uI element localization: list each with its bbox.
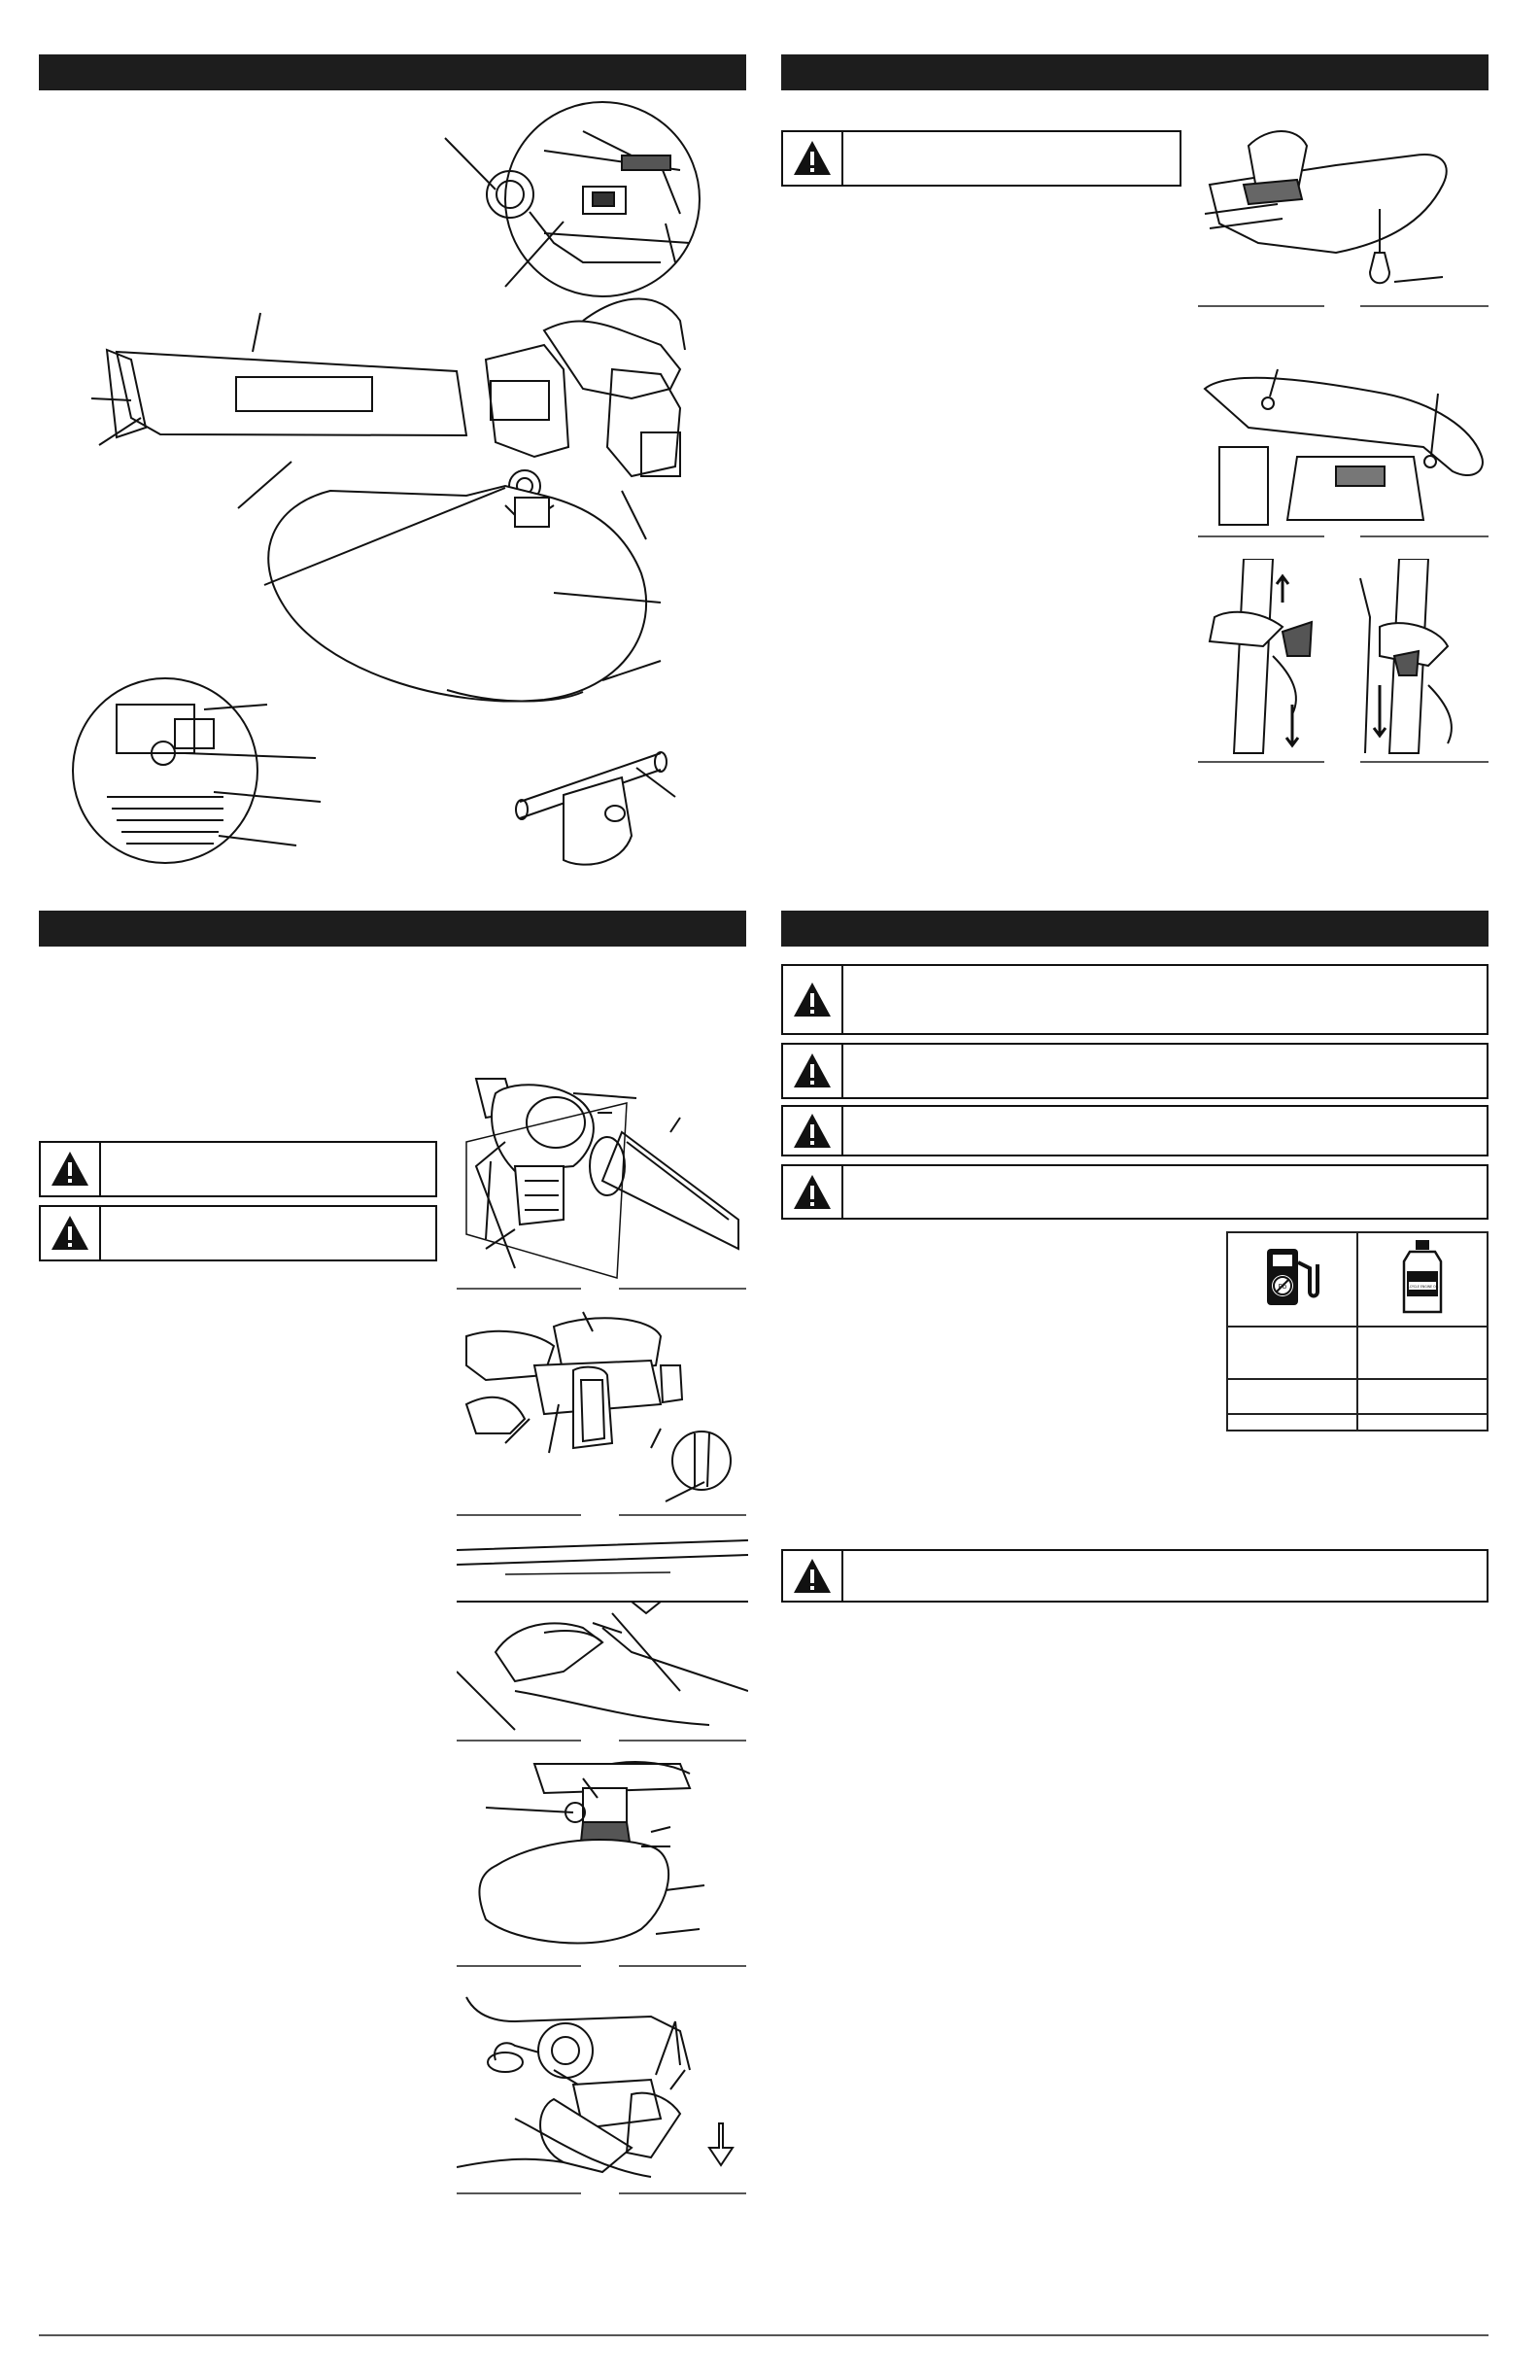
strap-adjustment-figure	[1195, 559, 1491, 763]
table-cell	[1357, 1379, 1488, 1414]
fuel-mix-table	[1226, 1231, 1489, 1431]
figure-caption-rule	[1198, 535, 1324, 537]
warning-triangle-icon	[783, 1551, 843, 1601]
warning-box	[781, 1043, 1489, 1099]
figure-caption-rule	[619, 2192, 746, 2194]
oil-bottle-label: 2-CYCLE ENGINE OIL	[1406, 1285, 1439, 1289]
table-cell	[1357, 1414, 1488, 1431]
warning-box	[781, 130, 1181, 187]
table-cell	[1227, 1327, 1357, 1379]
table-cell	[1227, 1379, 1357, 1414]
warning-triangle-icon	[41, 1143, 101, 1195]
section-header-top-right	[781, 54, 1489, 90]
figure-caption-rule	[457, 1965, 581, 1967]
warning-box	[39, 1141, 437, 1197]
bag-zipper-figure	[457, 1535, 748, 1740]
figure-caption-rule	[457, 1740, 581, 1742]
figure-caption-rule	[619, 1965, 746, 1967]
nozzle-attachment-figure	[457, 1307, 748, 1511]
warning-box	[781, 1164, 1489, 1220]
blower-vac-parts-diagram	[39, 97, 748, 884]
warning-triangle-icon	[783, 1045, 843, 1097]
section-header-bottom-right	[781, 911, 1489, 947]
figure-caption-rule	[619, 1740, 746, 1742]
bag-collar-figure	[457, 1992, 748, 2191]
figure-caption-rule	[457, 2192, 581, 2194]
figure-caption-rule	[1198, 761, 1324, 763]
figure-caption-rule	[619, 1288, 746, 1290]
warning-triangle-icon	[783, 1166, 843, 1218]
figure-caption-rule	[1360, 305, 1489, 307]
warning-box	[781, 1549, 1489, 1603]
figure-caption-rule	[457, 1514, 581, 1516]
warning-triangle-icon	[783, 966, 843, 1033]
footer-rule	[39, 2334, 1489, 2336]
section-header-top-left	[39, 54, 746, 90]
bag-attached-figure	[457, 1759, 748, 1963]
svg-text:Pb: Pb	[1278, 1283, 1287, 1291]
shoulder-strap-figure	[1190, 107, 1491, 311]
table-cell	[1227, 1414, 1357, 1431]
figure-caption-rule	[619, 1514, 746, 1516]
tube-assembly-figure	[457, 1074, 748, 1283]
strap-attachment-points-figure	[1190, 350, 1491, 535]
warning-triangle-icon	[783, 1107, 843, 1155]
figure-caption-rule	[1198, 305, 1324, 307]
figure-caption-rule	[457, 1288, 581, 1290]
no-fuel-pump-icon	[1227, 1232, 1357, 1327]
figure-caption-rule	[1360, 535, 1489, 537]
warning-box	[781, 1105, 1489, 1156]
warning-triangle-icon	[783, 132, 843, 185]
figure-caption-rule	[1360, 761, 1489, 763]
warning-box	[781, 964, 1489, 1035]
two-cycle-oil-bottle-icon	[1357, 1232, 1488, 1327]
warning-triangle-icon	[41, 1207, 101, 1259]
section-header-bottom-left	[39, 911, 746, 947]
table-cell	[1357, 1327, 1488, 1379]
warning-box	[39, 1205, 437, 1261]
